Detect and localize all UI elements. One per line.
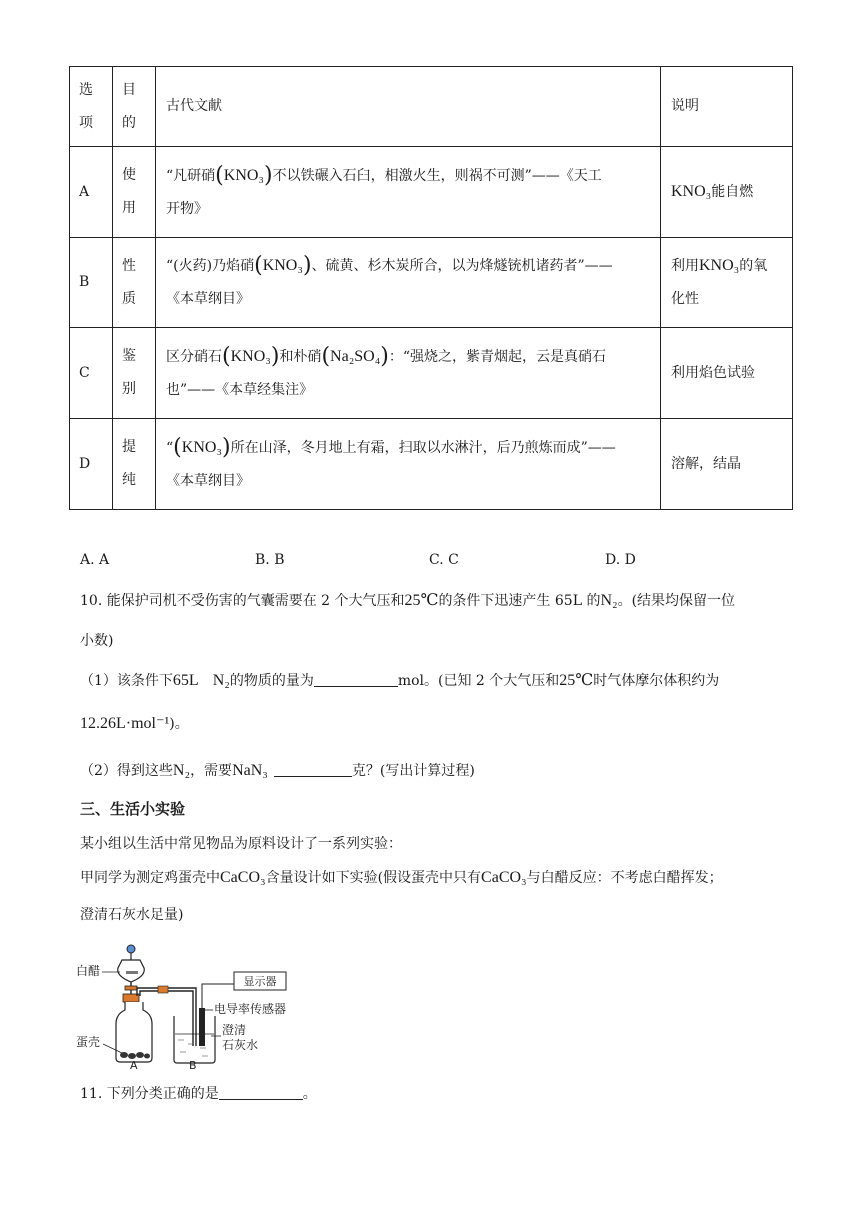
row-literature (156, 147, 661, 238)
header-option (70, 67, 113, 147)
row-literature (156, 238, 661, 328)
eggshell-piece (136, 1052, 144, 1058)
sub1-text: 的物质的量为 (229, 673, 314, 689)
row-purpose (113, 328, 156, 419)
header-literature: 古代文献 (156, 67, 661, 147)
eggshell-label: 蛋壳 (76, 1035, 101, 1049)
row-purpose-char2: 纯 (122, 472, 136, 488)
sub1-text: )。 (169, 716, 189, 732)
literature-text: ：“强烧之，紫青烟起，云是真硝石 (388, 348, 607, 365)
option-b[interactable]: B. B (255, 552, 285, 568)
exp-text: 含量设计如下实验(假设蛋壳中只有 (265, 870, 482, 886)
eggshell-piece (144, 1054, 150, 1059)
note-text: 的氧 (739, 258, 768, 274)
answer-blank-2[interactable] (274, 762, 352, 777)
experiment-line1 (80, 867, 723, 887)
note-text: 利用 (671, 258, 699, 274)
stopcock-knob (127, 945, 135, 953)
row-option: D (70, 419, 113, 510)
section-title: 三、生活小实验 (80, 800, 186, 818)
label-b: B (189, 1059, 197, 1070)
limewater-label-2: 石灰水 (222, 1038, 259, 1052)
row-literature-line1: “凡研硝(KNO₃)不以铁碾入石臼，相激火生，则祸不可测”——《天工 (166, 162, 602, 188)
literature-text: “ (166, 439, 174, 456)
sub2-text: ，需要 (190, 763, 233, 779)
tube-clip (158, 986, 168, 993)
sensor-label: 电导率传感器 (214, 1002, 287, 1016)
literature-text: 所在山泽，冬月地上有霜，扫取以水淋汁，后乃煎炼而成”—— (230, 439, 616, 456)
header-option-char1: 选 (79, 81, 93, 98)
row-literature (156, 328, 661, 419)
option-a[interactable]: A. A (80, 552, 110, 568)
formula-kno3: KNO₃ (181, 438, 223, 456)
vinegar-label: 白醋 (76, 964, 101, 978)
sub1-text: （1）该条件下 (80, 673, 173, 689)
header-purpose-char2: 的 (122, 114, 136, 131)
q11-text: 11. 下列分类正确的是 (80, 1086, 219, 1102)
table-row (70, 238, 793, 328)
experiment-apparatus-diagram (76, 938, 316, 1070)
literature-text: “凡研硝 (166, 167, 216, 184)
row-note (661, 147, 793, 238)
row-purpose (113, 238, 156, 328)
molar-volume-value: 12.26L·mol⁻¹ (80, 715, 170, 732)
literature-text: 、硫黄、杉木炭所合，以为烽燧铳机诸药者”—— (311, 258, 613, 274)
row-purpose-char1: 性 (122, 257, 136, 274)
sub1-text: mol。(已知 2 个大气压和 (397, 673, 560, 689)
q11-end: 。 (302, 1086, 317, 1102)
note-line1 (671, 249, 782, 283)
literature-text: 和朴硝 (279, 348, 322, 365)
literature-text: 不以铁碾入石臼，相激火生，则祸不可测”——《天工 (272, 167, 602, 184)
sub2-text: 克？(写出计算过程) (351, 763, 475, 779)
formula-kno3: KNO₃ (262, 257, 303, 274)
sub2-nan3: NaN₃ (232, 762, 268, 779)
header-option-char2: 项 (79, 114, 93, 131)
option-d[interactable]: D. D (605, 552, 636, 568)
row-purpose-char1: 使 (122, 167, 136, 183)
exp-text: 与白醋反应：不考虑白醋挥发； (526, 870, 723, 886)
display-label: 显示器 (243, 975, 277, 988)
q10-line1 (80, 590, 735, 610)
option-c[interactable]: C. C (429, 552, 459, 568)
conductivity-sensor (199, 1008, 205, 1046)
row-purpose-char1: 提 (122, 439, 136, 455)
note-formula: KNO₃ (671, 183, 712, 200)
sub1-n2: N₂ (212, 672, 230, 689)
exp-caco3: CaCO₃ (481, 869, 527, 886)
row-note: 溶解，结晶 (661, 419, 793, 510)
row-literature-line2: 《本草纲目》 (166, 291, 250, 307)
row-purpose (113, 419, 156, 510)
sub2-text: （2）得到这些 (80, 763, 173, 779)
answer-blank-1[interactable] (314, 672, 398, 687)
literature-text: “(火药)乃焰硝 (166, 258, 255, 274)
row-note (661, 238, 793, 328)
row-purpose (113, 147, 156, 238)
experiment-line2: 澄清石灰水足量) (80, 907, 184, 923)
table-row (70, 328, 793, 419)
row-literature-line2: 也”——《本草经集注》 (166, 381, 314, 398)
row-option: A (70, 147, 113, 238)
q10-sub1 (80, 670, 719, 690)
row-literature-line1: “(KNO₃)所在山泽，冬月地上有霜，扫取以水淋汁，后乃煎炼而成”—— (166, 434, 616, 460)
answer-blank-3[interactable] (219, 1085, 303, 1100)
section-intro: 某小组以生活中常见物品为原料设计了一系列实验： (80, 836, 402, 852)
row-purpose-char2: 质 (122, 290, 136, 307)
row-option: B (70, 238, 113, 328)
q10-n2: N₂ (600, 592, 618, 609)
q11-line (80, 1083, 317, 1103)
q10-sub1-line2 (80, 713, 189, 733)
header-purpose-char1: 目 (122, 81, 136, 98)
row-note: 利用焰色试验 (661, 328, 793, 419)
header-note: 说明 (661, 67, 793, 147)
exp-caco3: CaCO₃ (220, 869, 266, 886)
row-literature-line1: 区分硝石(KNO₃)和朴硝(Na₂SO₄)：“强烧之，紫青烟起，云是真硝石 (166, 343, 607, 369)
row-purpose-char2: 别 (122, 381, 136, 397)
q10-text: 。(结果均保留一位 (617, 593, 736, 609)
formula-na2so4: Na₂SO₄ (330, 347, 381, 365)
table-row (70, 419, 793, 510)
q10-text: 10. 能保护司机不受伤害的气囊需要在 2 个大气压和 (80, 593, 405, 609)
row-literature-line2: 《本草纲目》 (166, 472, 250, 489)
formula-kno3: KNO₃ (223, 166, 265, 184)
limewater-label-1: 澄清 (222, 1023, 247, 1037)
sub1-volume: 65L (172, 672, 199, 689)
row-literature-line1: “(火药)乃焰硝(KNO₃)、硫黄、杉木炭所合，以为烽燧铳机诸药者”—— (166, 253, 613, 278)
sub1-text: 时气体摩尔体积约为 (593, 673, 720, 689)
q10-sub2 (80, 760, 475, 780)
row-option: C (70, 328, 113, 419)
q10-line2: 小数) (80, 633, 114, 649)
row-literature (156, 419, 661, 510)
note-text: 能自燃 (711, 184, 754, 200)
sub1-temperature: 25℃ (559, 672, 594, 689)
beaker-b (174, 1016, 215, 1063)
row-literature-line2: 开物》 (166, 200, 208, 217)
table-header-row (70, 67, 793, 147)
row-purpose-char2: 用 (122, 200, 136, 216)
literature-text: 区分硝石 (166, 348, 222, 365)
sub2-n2: N₂ (172, 762, 191, 779)
q10-temperature: 25℃ (404, 592, 439, 609)
q10-text: 的条件下迅速产生 65L 的 (438, 593, 601, 609)
label-a: A (130, 1059, 138, 1070)
row-purpose-char1: 鉴 (122, 348, 136, 364)
formula-kno3: KNO₃ (230, 347, 271, 365)
literature-table (69, 66, 793, 510)
table-row (70, 147, 793, 238)
note-line2: 化性 (671, 291, 699, 307)
header-purpose (113, 67, 156, 147)
exp-text: 甲同学为测定鸡蛋壳中 (80, 870, 220, 886)
note-formula: KNO₃ (699, 257, 740, 274)
